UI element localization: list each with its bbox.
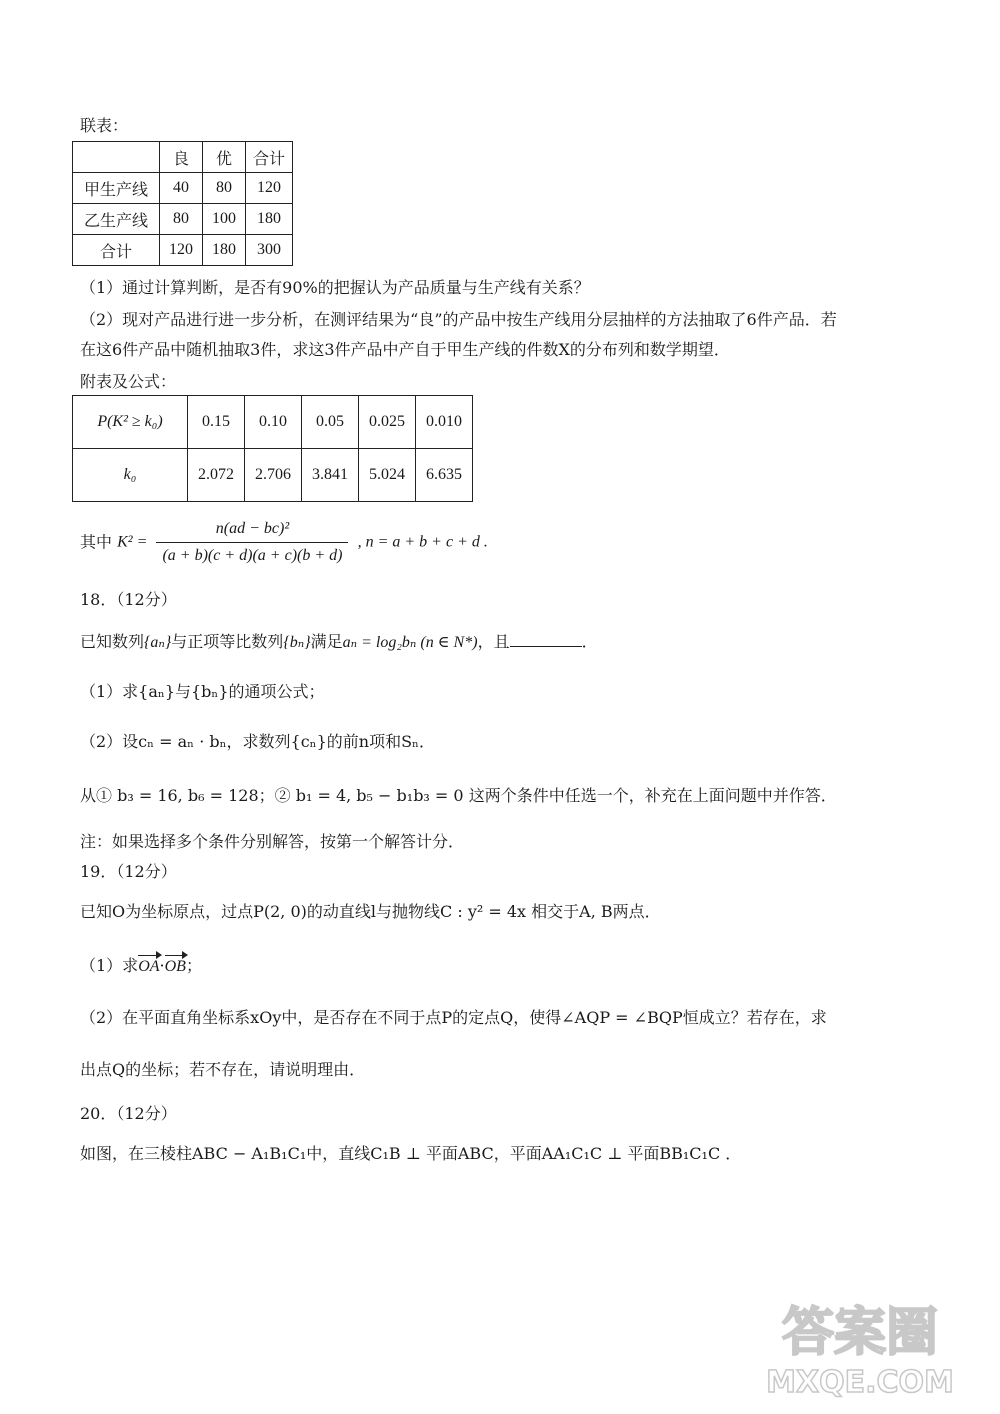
contingency-table bbox=[72, 141, 293, 266]
table-row bbox=[73, 173, 293, 204]
answer-blank bbox=[510, 632, 582, 647]
q18-stem-text: 已知数列 bbox=[80, 632, 145, 651]
k2-formula bbox=[80, 518, 488, 567]
q17-part2-line1: （2）现对产品进行进一步分析，在测评结果为“良”的产品中按生产线用分层抽样的方法抽取了6件产品．若 bbox=[80, 310, 837, 329]
formula-numerator: n(ad − bc)² bbox=[156, 518, 348, 543]
q17-part1: （1）通过计算判断，是否有90%的把握认为产品质量与生产线有关系？ bbox=[80, 278, 590, 297]
q19-part2-line2: 出点Q的坐标；若不存在，请说明理由． bbox=[80, 1060, 366, 1079]
q20-stem: 如图，在三棱柱ABC − A₁B₁C₁中，直线C₁B ⊥ 平面ABC，平面AA₁C₁C ⊥ 平面BB₁C₁C ． bbox=[80, 1144, 742, 1163]
q18-choice: 从① b₃ = 16, b₆ = 128；② b₁ = 4, b₅ − b₁b₃ = 0 这两个条件中任选一个，补充在上面问题中并作答． bbox=[80, 786, 837, 805]
vector-ob: OB bbox=[164, 958, 186, 975]
table-row bbox=[73, 235, 293, 266]
table-header-row bbox=[73, 142, 293, 173]
table-cell: 0.10 bbox=[245, 396, 302, 449]
table-cell: 0.15 bbox=[188, 396, 245, 449]
table-intro: 联表： bbox=[80, 116, 129, 135]
table-header-cell: 合计 bbox=[246, 142, 293, 173]
formula-fraction bbox=[156, 518, 348, 567]
watermark-url: MXQE.COM bbox=[766, 1365, 954, 1400]
formula-lhs: K² = bbox=[117, 533, 148, 551]
table-cell: 合计 bbox=[73, 235, 160, 266]
q19-part1 bbox=[80, 956, 202, 977]
table-row bbox=[73, 204, 293, 235]
q18-stem-text: 与正项等比数列 bbox=[171, 632, 284, 651]
chi-square-table bbox=[72, 395, 473, 502]
formula-tail: , n = a + b + c + d . bbox=[357, 533, 488, 551]
q19-heading: 19．（12分） bbox=[80, 862, 177, 881]
q18-equation: aₙ = log₂bₙ (n ∈ N*) bbox=[342, 634, 478, 651]
table-cell: 2.706 bbox=[245, 449, 302, 502]
table-cell: 120 bbox=[160, 235, 203, 266]
vector-oa: OA bbox=[138, 958, 160, 975]
q19-part2-line1: （2）在平面直角坐标系xOy中，是否存在不同于点P的定点Q，使得∠AQP = ∠BQP恒成立？若存在，求 bbox=[80, 1008, 827, 1027]
table-header-cell bbox=[73, 142, 160, 173]
q18-heading: 18．（12分） bbox=[80, 590, 177, 609]
formula-denominator: (a + b)(c + d)(a + c)(b + d) bbox=[162, 547, 343, 564]
table-row bbox=[73, 396, 473, 449]
q18-part1: （1）求{aₙ}与{bₙ}的通项公式； bbox=[80, 682, 325, 701]
dot-operator: · bbox=[159, 956, 165, 975]
table-cell: 40 bbox=[160, 173, 203, 204]
q17-part2-line2: 在这6件产品中随机抽取3件，求这3件产品中产自于甲生产线的件数X的分布列和数学期望． bbox=[80, 340, 730, 359]
table-row bbox=[73, 449, 473, 502]
table-cell: 乙生产线 bbox=[73, 204, 160, 235]
q18-seq-a: {aₙ} bbox=[144, 634, 172, 651]
table-cell: 80 bbox=[160, 204, 203, 235]
table-cell: 80 bbox=[203, 173, 246, 204]
k0-header: k₀ bbox=[73, 449, 188, 502]
q18-stem-text: ，且 bbox=[477, 632, 510, 651]
q20-heading: 20．（12分） bbox=[80, 1104, 177, 1123]
q19-stem: 已知O为坐标原点，过点P(2, 0)的动直线l与抛物线C : y² = 4x 相交于A, B两点． bbox=[80, 902, 661, 921]
watermark-chars: 答案圈 bbox=[781, 1303, 939, 1363]
q19-part1-text: （1）求 bbox=[80, 956, 139, 975]
q18-note: 注：如果选择多个条件分别解答，按第一个解答计分． bbox=[80, 832, 465, 851]
formula-prefix: 其中 bbox=[80, 532, 113, 552]
table-header-cell: 良 bbox=[160, 142, 203, 173]
appendix-label: 附表及公式： bbox=[80, 372, 177, 391]
q18-stem bbox=[80, 632, 598, 653]
table-cell: 3.841 bbox=[302, 449, 359, 502]
table-cell: 180 bbox=[246, 204, 293, 235]
q18-seq-b: {bₙ} bbox=[283, 634, 311, 651]
prob-header: P(K² ≥ k₀) bbox=[73, 396, 188, 449]
table-cell: 100 bbox=[203, 204, 246, 235]
table-cell: 120 bbox=[246, 173, 293, 204]
table-cell: 6.635 bbox=[416, 449, 473, 502]
table-cell: 300 bbox=[246, 235, 293, 266]
table-cell: 0.05 bbox=[302, 396, 359, 449]
q18-stem-text: 满足 bbox=[310, 632, 343, 651]
q19-part1-text: ； bbox=[185, 956, 202, 975]
table-cell: 180 bbox=[203, 235, 246, 266]
q18-stem-text: ． bbox=[581, 632, 598, 651]
table-cell: 甲生产线 bbox=[73, 173, 160, 204]
q18-part2: （2）设cₙ = aₙ · bₙ，求数列{cₙ}的前n项和Sₙ． bbox=[80, 732, 435, 751]
table-header-cell: 优 bbox=[203, 142, 246, 173]
table-cell: 2.072 bbox=[188, 449, 245, 502]
watermark-logo bbox=[740, 1292, 980, 1402]
table-cell: 0.025 bbox=[359, 396, 416, 449]
table-cell: 0.010 bbox=[416, 396, 473, 449]
table-cell: 5.024 bbox=[359, 449, 416, 502]
